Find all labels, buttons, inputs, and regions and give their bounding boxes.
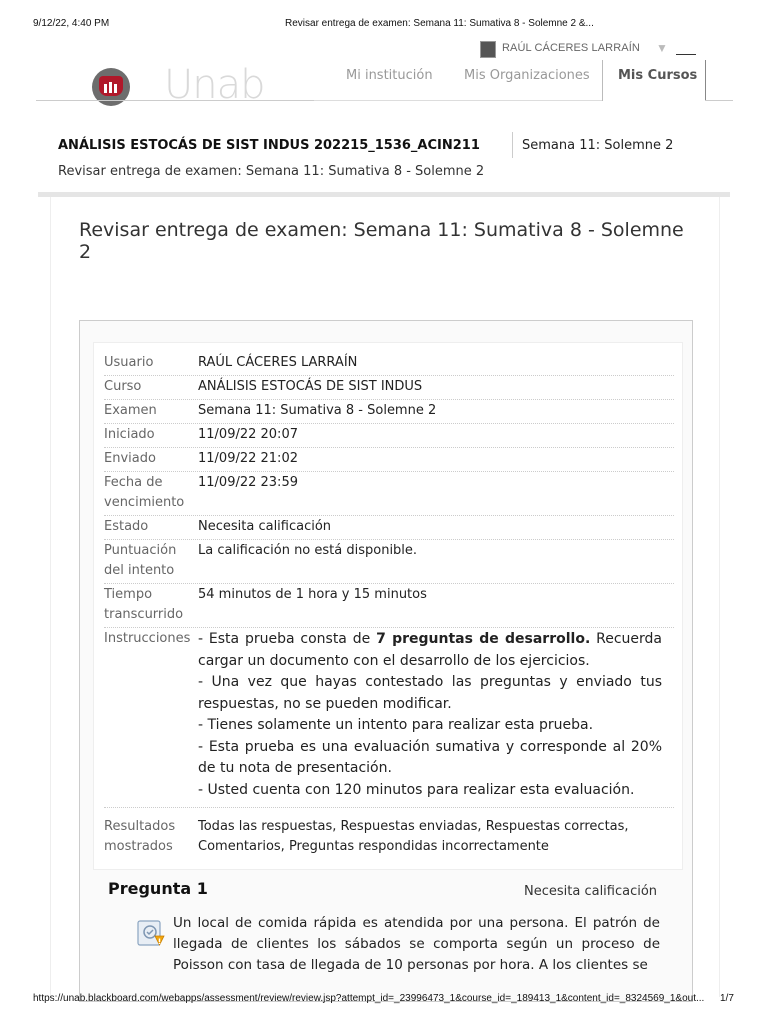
detail-value: 11/09/22 20:07 <box>198 427 298 442</box>
detail-label: Curso <box>104 379 142 394</box>
tab-mis-cursos[interactable]: Mis Cursos <box>618 68 698 83</box>
logo-text[interactable]: Unab <box>164 62 265 108</box>
detail-row-puntuacion <box>104 541 674 584</box>
instruction-text: - Una vez que hayas contestado las preguntas y enviado tus respuestas, no se pueden modificar. <box>198 674 662 712</box>
detail-row-examen <box>104 401 674 424</box>
detail-value: RAÚL CÁCERES LARRAÍN <box>198 355 358 370</box>
nav-divider <box>705 100 733 101</box>
detail-label: Resultados mostrados <box>104 819 176 854</box>
detail-row-curso <box>104 377 674 400</box>
detail-row-iniciado <box>104 425 674 448</box>
question-status: Necesita calificación <box>524 884 658 899</box>
detail-row-enviado <box>104 449 674 472</box>
chevron-down-icon[interactable]: ▼ <box>656 41 668 55</box>
course-title[interactable]: ANÁLISIS ESTOCÁS DE SIST INDUS 202215_1536_ACIN211 <box>58 138 480 153</box>
detail-value: ANÁLISIS ESTOCÁS DE SIST INDUS <box>198 379 423 394</box>
question-text: Un local de comida rápida es atendida por una persona. El patrón de llegada de clientes los sábados se comporta según un proceso de Poisson con tasa de llegada de 10 personas por hora. A los clientes se <box>173 915 660 973</box>
page-title: Revisar entrega de examen: Semana 11: Sumativa 8 - Solemne 2 <box>79 219 684 263</box>
avatar <box>480 41 496 58</box>
logo-emblem <box>99 76 123 96</box>
attempt-details <box>93 342 683 870</box>
detail-label: Examen <box>104 403 157 418</box>
detail-value: 11/09/22 23:59 <box>198 475 298 490</box>
print-datetime: 9/12/22, 4:40 PM <box>33 18 110 29</box>
detail-value: Todas las respuestas, Respuestas enviadas, Respuestas correctas, Comentarios, Preguntas respondidas incorrectamente <box>198 819 629 854</box>
course-header <box>38 120 730 197</box>
tab-mis-organizaciones[interactable]: Mis Organizaciones <box>464 68 590 83</box>
course-week[interactable]: Semana 11: Solemne 2 <box>522 138 674 153</box>
instruction-emphasis: 7 preguntas de desarrollo. <box>376 631 591 647</box>
detail-value: Semana 11: Sumativa 8 - Solemne 2 <box>198 403 437 418</box>
nav-divider <box>36 100 314 101</box>
review-card <box>79 320 693 1002</box>
question-title: Pregunta 1 <box>108 879 208 898</box>
nav-divider <box>314 100 602 101</box>
detail-row-resultados <box>104 817 674 861</box>
detail-label: Puntuación del intento <box>104 543 177 578</box>
detail-value: 54 minutos de 1 hora y 15 minutos <box>198 587 427 602</box>
instruction-text: Recuerda cargar un documento con el desarrollo de los ejercicios. <box>198 631 662 669</box>
detail-row-usuario <box>104 353 674 376</box>
user-name: RAÚL CÁCERES LARRAÍN <box>502 42 640 54</box>
detail-label: Fecha de vencimiento <box>104 475 185 510</box>
instruction-text: - Tienes solamente un intento para realizar esta prueba. <box>198 717 594 733</box>
print-header <box>0 18 768 32</box>
detail-label: Iniciado <box>104 427 155 442</box>
detail-label: Estado <box>104 519 149 534</box>
course-divider <box>512 132 513 158</box>
detail-label: Tiempo transcurrido <box>104 587 184 622</box>
tab-mi-institucion[interactable]: Mi institución <box>346 68 433 83</box>
print-page-number: 1/7 <box>720 993 734 1004</box>
detail-row-instrucciones <box>104 629 674 808</box>
needs-grading-icon <box>136 918 166 950</box>
detail-value: Necesita calificación <box>198 519 332 534</box>
nav-separator <box>602 60 603 101</box>
main-content <box>50 197 720 997</box>
breadcrumb: Revisar entrega de examen: Semana 11: Sumativa 8 - Solemne 2 <box>58 164 485 179</box>
instruction-text: - Usted cuenta con 120 minutos para realizar esta evaluación. <box>198 781 635 798</box>
detail-value: La calificación no está disponible. <box>198 543 418 558</box>
detail-row-tiempo <box>104 585 674 628</box>
print-title: Revisar entrega de examen: Semana 11: Sumativa 8 - Solemne 2 &... <box>285 18 594 29</box>
detail-row-vencimiento <box>104 473 674 516</box>
detail-label: Instrucciones <box>104 631 191 646</box>
instructions-text <box>198 629 662 801</box>
detail-label: Usuario <box>104 355 154 370</box>
detail-value: 11/09/22 21:02 <box>198 451 298 466</box>
detail-label: Enviado <box>104 451 156 466</box>
print-url: https://unab.blackboard.com/webapps/assessment/review/review.jsp?attempt_id=_23996473_1&course_id=_189413_1&content_id=_8324569_1&out... <box>33 993 705 1004</box>
instruction-text: - Esta prueba es una evaluación sumativa y corresponde al 20% de tu nota de presentación. <box>198 738 662 776</box>
print-footer <box>0 993 768 1007</box>
user-menu-underline <box>676 54 696 55</box>
instruction-text: - Esta prueba consta de <box>198 631 377 647</box>
nav-separator <box>705 60 706 101</box>
detail-row-estado <box>104 517 674 540</box>
